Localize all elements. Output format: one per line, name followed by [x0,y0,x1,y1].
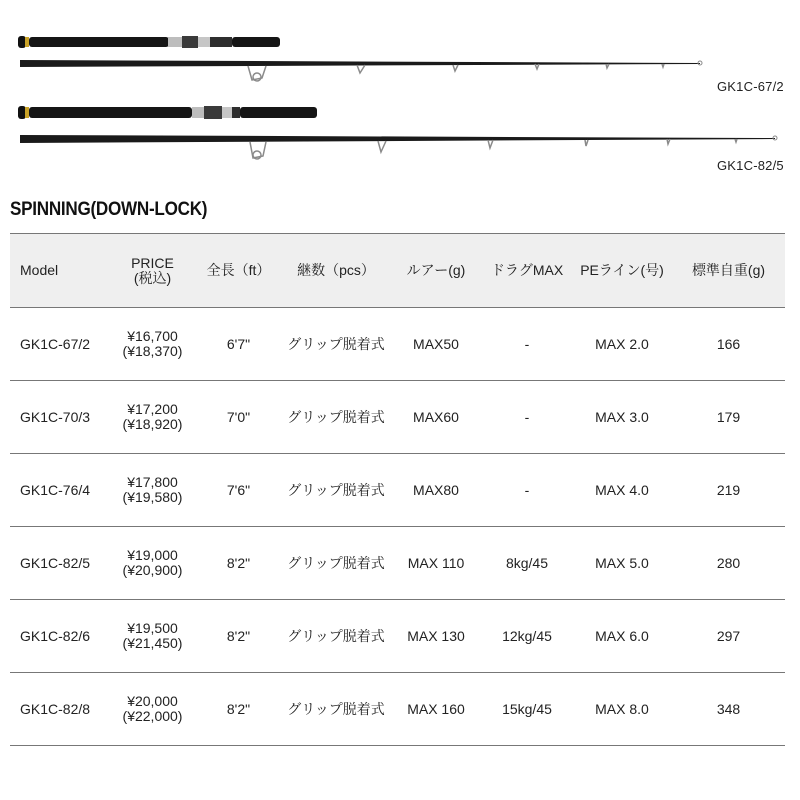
header-drag: ドラグMAX [482,234,572,308]
cell-model: GK1C-82/6 [10,600,110,673]
cell-pieces: グリップ脱着式 [282,527,390,600]
table-row [10,527,785,600]
cell-model: GK1C-70/3 [10,381,110,454]
cell-weight: 166 [672,308,785,381]
cell-price-value: ¥20,000 [127,693,178,710]
cell-price-tax: (¥18,920) [122,416,183,432]
header-lure: ルアー(g) [390,234,482,308]
cell-drag: 15kg/45 [482,673,572,746]
cell-price-tax: (¥21,450) [122,635,183,651]
cell-lure: MAX 110 [390,527,482,600]
cell-weight: 280 [672,527,785,600]
cell-lure: MAX60 [390,381,482,454]
cell-model: GK1C-82/5 [10,527,110,600]
cell-price-value: ¥17,800 [127,474,178,491]
header-price [110,234,195,308]
cell-lure: MAX 160 [390,673,482,746]
header-price-label: PRICE [131,254,174,271]
cell-weight: 219 [672,454,785,527]
cell-length: 7'6" [195,454,282,527]
cell-pieces: グリップ脱着式 [282,454,390,527]
header-weight: 標準自重(g) [672,234,785,308]
cell-price-tax: (¥18,370) [122,343,183,359]
cell-pe-line: MAX 6.0 [572,600,672,673]
spec-table [10,233,785,746]
cell-lure: MAX50 [390,308,482,381]
cell-drag: - [482,308,572,381]
cell-pe-line: MAX 2.0 [572,308,672,381]
cell-pe-line: MAX 5.0 [572,527,672,600]
cell-pieces: グリップ脱着式 [282,381,390,454]
header-price-tax-label: (税込) [133,269,172,286]
table-header-row [10,234,785,308]
header-pe-line: PEライン(号) [572,234,672,308]
rod-2-grip [18,106,317,119]
cell-price-value: ¥19,500 [127,620,178,637]
cell-price-tax: (¥19,580) [122,489,183,505]
cell-weight: 297 [672,600,785,673]
rod-1-grip [18,36,280,48]
cell-pieces: グリップ脱着式 [282,673,390,746]
cell-model: GK1C-82/8 [10,673,110,746]
cell-model: GK1C-67/2 [10,308,110,381]
cell-drag: 8kg/45 [482,527,572,600]
table-row [10,454,785,527]
rod-1-blank [20,60,702,81]
header-length: 全長（ft） [195,234,282,308]
cell-drag: 12kg/45 [482,600,572,673]
section-title: SPINNING(DOWN-LOCK) [10,199,208,220]
cell-pe-line: MAX 3.0 [572,381,672,454]
cell-pieces: グリップ脱着式 [282,600,390,673]
rod-images [0,0,800,190]
cell-drag: - [482,454,572,527]
table-row [10,600,785,673]
cell-price-value: ¥16,700 [127,328,178,345]
cell-price [110,308,195,381]
cell-price-tax: (¥22,000) [122,708,183,724]
cell-weight: 179 [672,381,785,454]
cell-drag: - [482,381,572,454]
cell-price-value: ¥19,000 [127,547,178,564]
rod-illustrations [0,0,800,190]
cell-price [110,381,195,454]
cell-price [110,673,195,746]
cell-length: 7'0" [195,381,282,454]
cell-price [110,600,195,673]
rod-2-blank [20,135,777,159]
header-pieces: 継数（pcs） [282,234,390,308]
rod-label-1: GK1C-67/2 [717,79,784,94]
cell-length: 8'2" [195,673,282,746]
cell-length: 8'2" [195,527,282,600]
cell-weight: 348 [672,673,785,746]
cell-lure: MAX 130 [390,600,482,673]
cell-price-tax: (¥20,900) [122,562,183,578]
table-row [10,308,785,381]
cell-pe-line: MAX 4.0 [572,454,672,527]
cell-model: GK1C-76/4 [10,454,110,527]
cell-pe-line: MAX 8.0 [572,673,672,746]
table-row [10,381,785,454]
cell-price [110,454,195,527]
cell-price-value: ¥17,200 [127,401,178,418]
cell-pieces: グリップ脱着式 [282,308,390,381]
table-row [10,673,785,746]
header-model: Model [10,234,110,308]
cell-length: 6'7" [195,308,282,381]
cell-lure: MAX80 [390,454,482,527]
rod-label-2: GK1C-82/5 [717,158,784,173]
cell-length: 8'2" [195,600,282,673]
cell-price [110,527,195,600]
